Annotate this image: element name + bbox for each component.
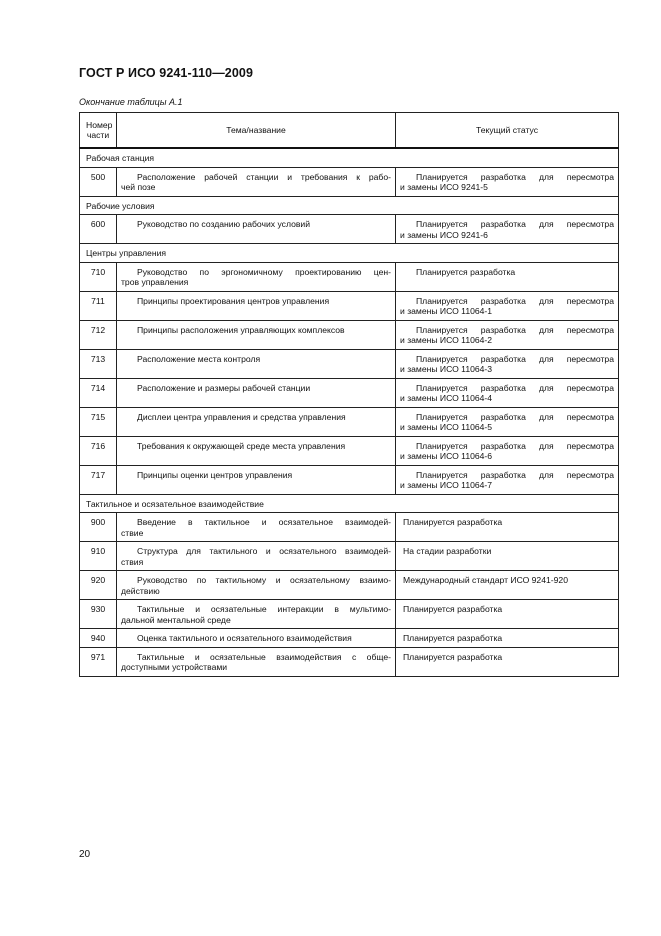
cell-line: Тактильные и осязательные интеракции в мультимо-	[137, 604, 391, 614]
cell-line: Планируется разработка	[403, 651, 503, 662]
table-row	[80, 167, 619, 196]
cell-line: Требования к окружающей среде места управления	[137, 440, 346, 451]
status-cell	[396, 629, 619, 648]
cell-line: Дисплеи центра управления и средства управления	[137, 411, 346, 422]
cell-line: Введение в тактильное и осязательное взаимодей-	[137, 517, 391, 527]
cell-line: Структура для тактильного и осязательного взаимодей-	[137, 546, 391, 556]
part-number-cell: 715	[80, 407, 117, 436]
cell-line: и замены ИСО 11064-4	[400, 393, 493, 403]
cell-line: Планируется разработка для пересмотра	[416, 382, 614, 393]
topic-cell	[117, 320, 396, 349]
cell-line: Международный стандарт ИСО 9241-920	[403, 575, 568, 585]
status-cell	[396, 215, 619, 244]
page-number: 20	[79, 849, 91, 860]
table-row	[80, 600, 619, 629]
cell-line: Руководство по созданию рабочих условий	[137, 219, 311, 229]
document-title: ГОСТ Р ИСО 9241-110—2009	[79, 66, 254, 80]
topic-cell	[117, 407, 396, 436]
cell-line: Принципы расположения управляющих комплексов	[137, 324, 345, 335]
status-cell	[396, 262, 619, 291]
table-row	[80, 436, 619, 465]
table-row	[80, 291, 619, 320]
cell-line: Планируется разработка для пересмотра	[416, 469, 614, 480]
table-row	[80, 378, 619, 407]
cell-line: Принципы проектирования центров управления	[137, 295, 330, 306]
topic-cell	[117, 436, 396, 465]
topic-cell	[117, 291, 396, 320]
cell-line: и замены ИСО 9241-5	[400, 182, 488, 192]
table-body	[80, 148, 619, 676]
part-number-cell: 940	[80, 629, 117, 648]
status-cell	[396, 291, 619, 320]
topic-cell	[117, 542, 396, 571]
cell-line: и замены ИСО 11064-3	[400, 364, 493, 374]
cell-line: дальной ментальной среде	[121, 614, 231, 625]
cell-line: Расположение и размеры рабочей станции	[137, 382, 311, 393]
topic-cell	[117, 378, 396, 407]
header-part-number: Номер части	[80, 113, 117, 149]
cell-line: и замены ИСО 11064-1	[400, 306, 493, 316]
part-number-cell: 900	[80, 513, 117, 542]
status-cell	[396, 378, 619, 407]
section-row	[80, 244, 619, 263]
section-title: Рабочие условия	[80, 196, 619, 215]
table-row	[80, 647, 619, 676]
cell-line: Тактильные и осязательные взаимодействия с обще-	[137, 651, 391, 662]
cell-line: Планируется разработка для пересмотра	[416, 411, 614, 422]
status-cell	[396, 542, 619, 571]
part-number-cell: 600	[80, 215, 117, 244]
cell-line: Планируется разработка для пересмотра	[416, 353, 614, 364]
section-title: Центры управления	[80, 244, 619, 263]
cell-line: Принципы оценки центров управления	[137, 469, 293, 480]
part-number-cell: 716	[80, 436, 117, 465]
table-caption: Окончание таблицы А.1	[79, 97, 183, 107]
topic-cell	[117, 629, 396, 648]
part-number-cell: 711	[80, 291, 117, 320]
table-row	[80, 571, 619, 600]
cell-line: Планируется разработка для пересмотра	[416, 219, 614, 229]
part-number-cell: 717	[80, 465, 117, 494]
topic-cell	[117, 262, 396, 291]
cell-line: ствия	[121, 556, 144, 567]
topic-cell	[117, 167, 396, 196]
part-number-cell: 971	[80, 647, 117, 676]
topic-cell	[117, 215, 396, 244]
part-number-cell: 910	[80, 542, 117, 571]
cell-line: Руководство по эргономичному проектированию цен-	[137, 266, 391, 277]
table-row	[80, 320, 619, 349]
cell-line: доступными устройствами	[121, 662, 228, 672]
part-number-cell: 713	[80, 349, 117, 378]
cell-line: и замены ИСО 11064-5	[400, 422, 493, 432]
table-row	[80, 349, 619, 378]
status-cell	[396, 465, 619, 494]
status-cell	[396, 600, 619, 629]
status-cell	[396, 349, 619, 378]
table-row	[80, 262, 619, 291]
status-cell	[396, 513, 619, 542]
status-cell	[396, 167, 619, 196]
cell-line: ствие	[121, 527, 144, 538]
cell-line: Расположение рабочей станции и требования к рабо-	[137, 171, 391, 182]
section-row	[80, 196, 619, 215]
cell-line: Расположение места контроля	[137, 353, 261, 364]
table-row	[80, 407, 619, 436]
cell-line: действию	[121, 585, 160, 596]
cell-line: и замены ИСО 11064-6	[400, 451, 493, 461]
topic-cell	[117, 349, 396, 378]
cell-line: Планируется разработка	[403, 517, 503, 527]
table-row	[80, 465, 619, 494]
part-number-cell: 714	[80, 378, 117, 407]
topic-cell	[117, 465, 396, 494]
status-cell	[396, 320, 619, 349]
cell-line: и замены ИСО 11064-7	[400, 480, 493, 490]
cell-line: и замены ИСО 9241-6	[400, 229, 488, 240]
table-row	[80, 215, 619, 244]
part-number-cell: 930	[80, 600, 117, 629]
cell-line: Планируется разработка	[403, 633, 503, 643]
cell-line: Планируется разработка для пересмотра	[416, 324, 614, 335]
section-title: Тактильное и осязательное взаимодействие	[80, 494, 619, 513]
status-cell	[396, 571, 619, 600]
section-title: Рабочая станция	[80, 148, 619, 167]
part-number-cell: 710	[80, 262, 117, 291]
header-status: Текущий статус	[396, 113, 619, 149]
table-row	[80, 629, 619, 648]
status-cell	[396, 647, 619, 676]
cell-line: На стадии разработки	[403, 546, 492, 556]
table-header-row	[80, 113, 619, 149]
part-number-cell: 712	[80, 320, 117, 349]
parts-table	[79, 112, 619, 677]
section-row	[80, 148, 619, 167]
part-number-cell: 500	[80, 167, 117, 196]
header-topic: Тема/название	[117, 113, 396, 149]
cell-line: чей позе	[121, 182, 156, 192]
cell-line: и замены ИСО 11064-2	[400, 335, 493, 345]
status-cell	[396, 407, 619, 436]
cell-line: Планируется разработка для пересмотра	[416, 295, 614, 306]
topic-cell	[117, 571, 396, 600]
topic-cell	[117, 600, 396, 629]
table-row	[80, 513, 619, 542]
cell-line: Планируется разработка для пересмотра	[416, 171, 614, 182]
table-row	[80, 542, 619, 571]
cell-line: Планируется разработка	[416, 266, 516, 277]
status-cell	[396, 436, 619, 465]
cell-line: Планируется разработка	[403, 604, 503, 614]
part-number-cell: 920	[80, 571, 117, 600]
topic-cell	[117, 647, 396, 676]
section-row	[80, 494, 619, 513]
cell-line: Руководство по тактильному и осязательному взаимо-	[137, 575, 391, 585]
topic-cell	[117, 513, 396, 542]
cell-line: Оценка тактильного и осязательного взаимодействия	[137, 633, 352, 643]
cell-line: Планируется разработка для пересмотра	[416, 440, 614, 451]
cell-line: тров управления	[121, 277, 189, 287]
